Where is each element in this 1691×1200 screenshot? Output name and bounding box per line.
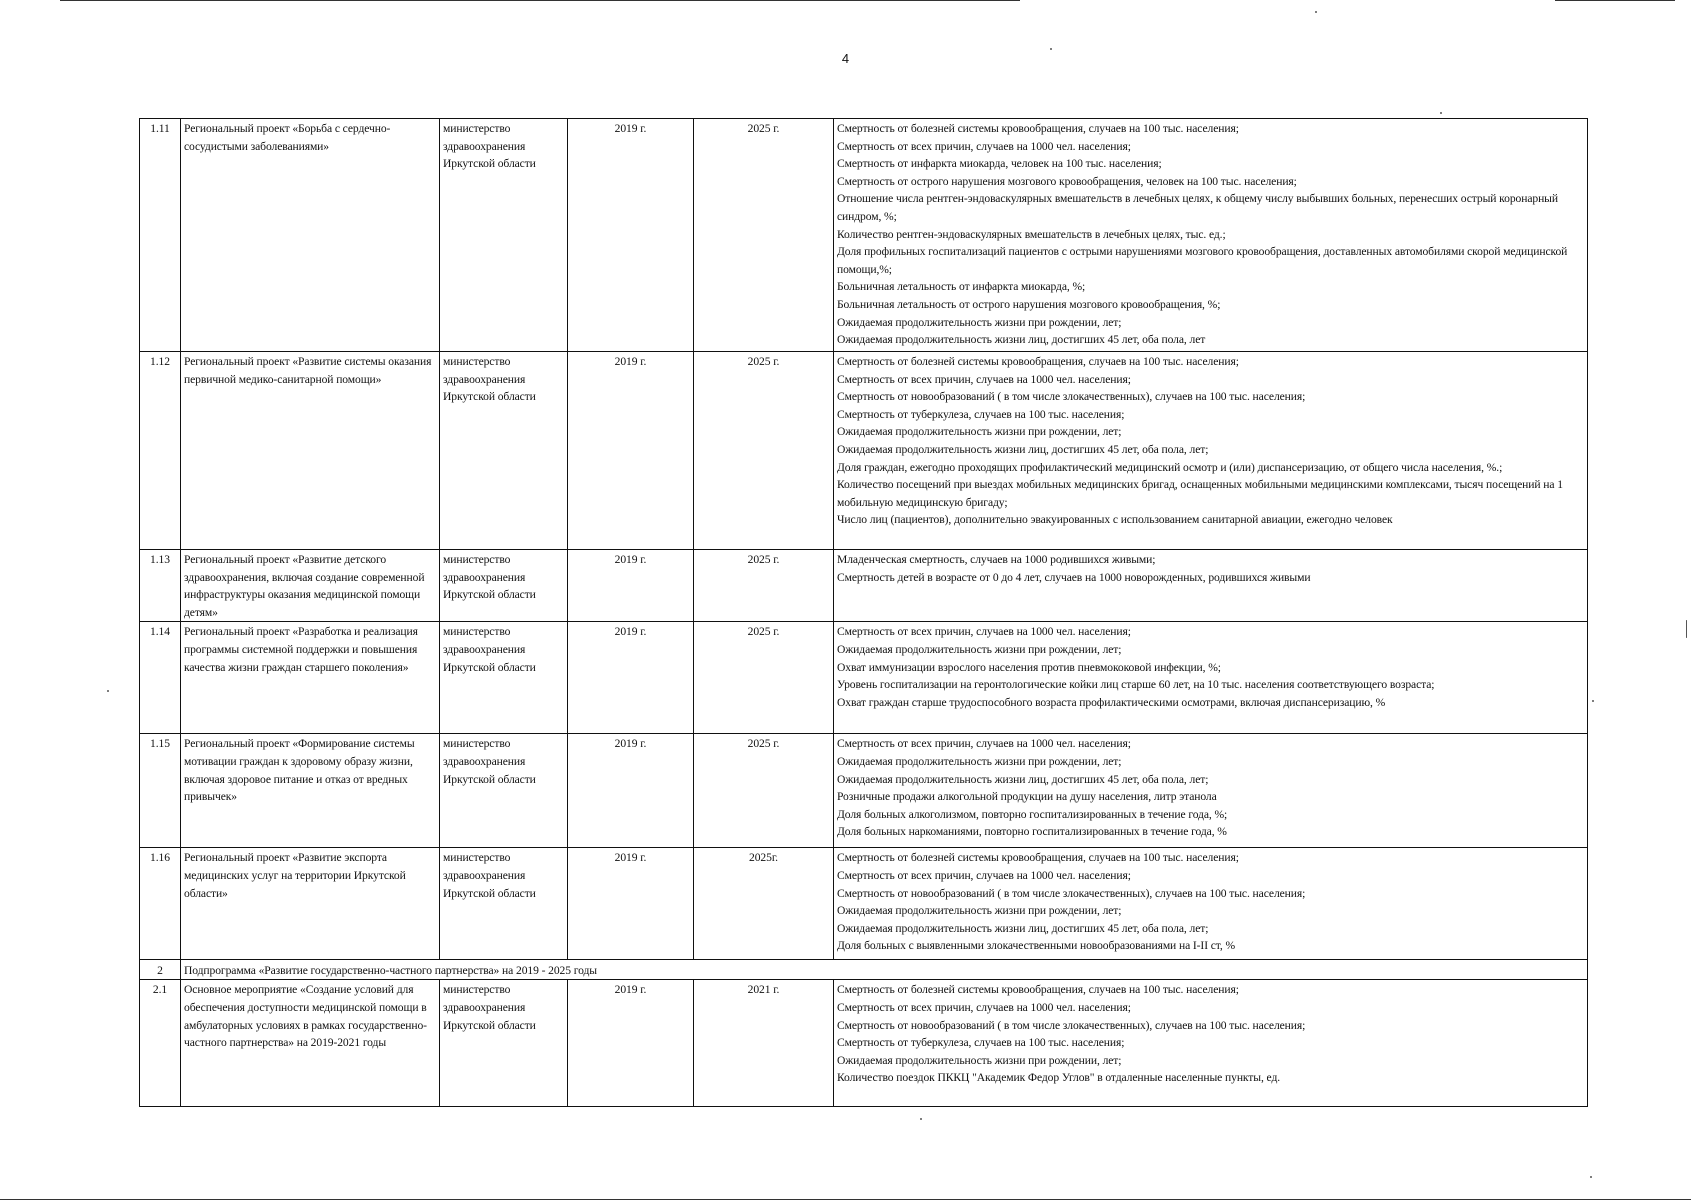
table-row: [140, 734, 1588, 848]
table-row: [140, 980, 1588, 1107]
indicator-item: Уровень госпитализации на геронтологические койки лиц старше 60 лет, на 10 тыс. населения соответствующего возраста;: [837, 678, 1435, 692]
end-year: 2025 г.: [694, 622, 834, 734]
indicators: [834, 119, 1588, 352]
indicator-item: Доля граждан, ежегодно проходящих профилактический медицинский осмотр и (или) диспансеризацию, от общего числа населения, %.;: [837, 460, 1503, 474]
start-year: 2019 г.: [568, 119, 694, 352]
executor: министерство здравоохранения Иркутской области: [440, 848, 568, 960]
row-number: 2.1: [140, 980, 181, 1107]
indicator-item: Смертность от болезней системы кровообращения, случаев на 100 тыс. населения;: [837, 355, 1239, 368]
indicator-item: Доля больных с выявленными злокачественными новообразованиями на I-II ст, %: [837, 939, 1236, 953]
end-year: 2025 г.: [694, 734, 834, 848]
indicator-item: Смертность от всех причин, случаев на 1000 чел. населения;: [837, 139, 1131, 153]
end-year: 2025г.: [694, 848, 834, 960]
indicator-item: Доля больных наркоманиями, повторно госпитализированных в течение года, %: [837, 825, 1227, 839]
table-row: [140, 622, 1588, 734]
row-number: 1.12: [140, 352, 181, 550]
indicator-item: Смертность от болезней системы кровообращения, случаев на 100 тыс. населения;: [837, 983, 1239, 997]
indicator-item: Смертность от туберкулеза, случаев на 100 тыс. населения;: [837, 1036, 1125, 1050]
executor: министерство здравоохранения Иркутской области: [440, 734, 568, 848]
indicator-item: Ожидаемая продолжительность жизни при рождении, лет;: [837, 754, 1122, 768]
indicator-item: Ожидаемая продолжительность жизни при рождении, лет;: [837, 904, 1122, 918]
indicator-item: Розничные продажи алкогольной продукции на душу населения, литр этанола: [837, 790, 1217, 804]
end-year: 2025 г.: [694, 119, 834, 352]
scan-speck: [1315, 11, 1317, 13]
page-number: 4: [841, 51, 850, 66]
indicator-item: Младенческая смертность, случаев на 1000 родившихся живыми;: [837, 553, 1156, 566]
row-number: 1.15: [140, 734, 181, 848]
executor: министерство здравоохранения Иркутской области: [440, 550, 568, 622]
start-year: 2019 г.: [568, 980, 694, 1107]
start-year: 2019 г.: [568, 550, 694, 622]
measure-name: Региональный проект «Борьба с сердечно-сосудистыми заболеваниями»: [181, 119, 440, 352]
indicator-item: Смертность от новообразований ( в том числе злокачественных), случаев на 100 тыс. населения;: [837, 1018, 1306, 1032]
subprogram-title: Подпрограмма «Развитие государственно-частного партнерства» на 2019 - 2025 годы: [181, 960, 1588, 980]
scan-speck: [1050, 48, 1052, 50]
indicator-item: Смертность от болезней системы кровообращения, случаев на 100 тыс. населения;: [837, 122, 1239, 135]
indicator-item: Ожидаемая продолжительность жизни при рождении, лет;: [837, 1053, 1122, 1067]
subprogram-number: 2: [140, 960, 181, 980]
row-number: 1.14: [140, 622, 181, 734]
start-year: 2019 г.: [568, 622, 694, 734]
indicator-item: Смертность от всех причин, случаев на 1000 чел. населения;: [837, 1000, 1131, 1014]
indicator-item: Ожидаемая продолжительность жизни лиц, достигших 45 лет, оба пола, лет;: [837, 442, 1209, 456]
executor: министерство здравоохранения Иркутской области: [440, 352, 568, 550]
indicator-item: Охват граждан старше трудоспособного возраста профилактическими осмотрами, включая диспансеризацию, %: [837, 695, 1386, 709]
end-year: 2021 г.: [694, 980, 834, 1107]
indicator-item: Число лиц (пациентов), дополнительно эвакуированных с использованием санитарной авиации, ежегодно человек: [837, 513, 1393, 527]
measure-name: Региональный проект «Формирование системы мотивации граждан к здоровому образу жизни, включая здоровое питание и отказ от вредных привычек»: [181, 734, 440, 848]
indicator-item: Ожидаемая продолжительность жизни лиц, достигших 45 лет, оба пола, лет;: [837, 921, 1209, 935]
program-table-body: [140, 119, 1588, 1107]
indicator-item: Количество посещений при выездах мобильных медицинских бригад, оснащенных мобильными медицинскими комплексами, тысяч посещений на 1 мобильную медицинскую бригаду;: [837, 478, 1563, 509]
indicator-item: Больничная летальность от инфаркта миокарда, %;: [837, 280, 1086, 294]
indicator-item: Больничная летальность от острого нарушения мозгового кровообращения, %;: [837, 297, 1221, 311]
row-number: 1.11: [140, 119, 181, 352]
indicator-item: Смертность от новообразований ( в том числе злокачественных), случаев на 100 тыс. населения;: [837, 390, 1306, 404]
indicator-item: Смертность от всех причин, случаев на 1000 чел. населения;: [837, 372, 1131, 386]
indicator-item: Доля профильных госпитализаций пациентов с острыми нарушениями мозгового кровообращения, доставленных автомобилями скорой медицинской помощи,%;: [837, 245, 1568, 276]
start-year: 2019 г.: [568, 734, 694, 848]
start-year: 2019 г.: [568, 848, 694, 960]
indicator-item: Отношение числа рентген-эндоваскулярных вмешательств в лечебных целях, к общему числу выбывших больных, перенесших острый коронарный синдром, %;: [837, 192, 1558, 223]
indicator-item: Ожидаемая продолжительность жизни при рождении, лет;: [837, 642, 1122, 656]
scan-edge-top-right: [1555, 0, 1675, 1]
subprogram-row: [140, 960, 1588, 980]
indicator-item: Количество рентген-эндоваскулярных вмешательств в лечебных целях, тыс. ед.;: [837, 227, 1226, 241]
start-year: 2019 г.: [568, 352, 694, 550]
program-table: [139, 118, 1588, 1107]
executor: министерство здравоохранения Иркутской области: [440, 119, 568, 352]
indicator-item: Смертность от болезней системы кровообращения, случаев на 100 тыс. населения;: [837, 851, 1239, 865]
indicator-item: Ожидаемая продолжительность жизни при рождении, лет;: [837, 425, 1122, 439]
indicator-item: Ожидаемая продолжительность жизни лиц, достигших 45 лет, оба пола, лет: [837, 333, 1206, 347]
indicator-item: Смертность от всех причин, случаев на 1000 чел. населения;: [837, 868, 1131, 882]
indicators: [834, 550, 1588, 622]
measure-name: Региональный проект «Развитие экспорта медицинских услуг на территории Иркутской области»: [181, 848, 440, 960]
measure-name: Региональный проект «Разработка и реализация программы системной поддержки и повышения качества жизни граждан старшего поколения»: [181, 622, 440, 734]
indicator-item: Смертность от новообразований ( в том числе злокачественных), случаев на 100 тыс. населения;: [837, 886, 1306, 900]
table-row: [140, 119, 1588, 352]
end-year: 2025 г.: [694, 352, 834, 550]
indicator-item: Количество поездок ПККЦ "Академик Федор Углов" в отдаленные населенные пункты, ед.: [837, 1071, 1281, 1085]
scan-speck: [1592, 700, 1594, 702]
measure-name: Региональный проект «Развитие системы оказания первичной медико-санитарной помощи»: [181, 352, 440, 550]
executor: министерство здравоохранения Иркутской области: [440, 980, 568, 1107]
table-row: [140, 352, 1588, 550]
row-number: 1.16: [140, 848, 181, 960]
indicator-item: Смертность от инфаркта миокарда, человек на 100 тыс. населения;: [837, 157, 1162, 171]
indicators: [834, 980, 1588, 1107]
indicator-item: Смертность детей в возрасте от 0 до 4 лет, случаев на 1000 новорожденных, родившихся живыми: [837, 570, 1311, 584]
scan-speck: [1590, 1176, 1592, 1178]
scan-speck: [920, 1118, 922, 1120]
table-row: [140, 848, 1588, 960]
indicators: [834, 352, 1588, 550]
end-year: 2025 г.: [694, 550, 834, 622]
indicator-item: Смертность от острого нарушения мозгового кровообращения, человек на 100 тыс. населения;: [837, 174, 1297, 188]
scan-edge-top-left: [60, 0, 1020, 1]
measure-name: Основное мероприятие «Создание условий для обеспечения доступности медицинской помощи в амбулаторных условиях в рамках государственно-частного партнерства» на 2019-2021 годы: [181, 980, 440, 1107]
indicator-item: Охват иммунизации взрослого населения против пневмококовой инфекции, %;: [837, 660, 1221, 674]
table-row: [140, 550, 1588, 622]
scan-speck: [1686, 620, 1687, 638]
indicators: [834, 622, 1588, 734]
scan-speck: [1440, 112, 1442, 114]
indicators: [834, 848, 1588, 960]
executor: министерство здравоохранения Иркутской области: [440, 622, 568, 734]
indicator-item: Смертность от всех причин, случаев на 1000 чел. населения;: [837, 625, 1131, 639]
indicator-item: Ожидаемая продолжительность жизни лиц, достигших 45 лет, оба пола, лет;: [837, 772, 1209, 786]
scan-speck: [107, 690, 109, 692]
indicators: [834, 734, 1588, 848]
indicator-item: Доля больных алкоголизмом, повторно госпитализированных в течение года, %;: [837, 807, 1228, 821]
indicator-item: Смертность от туберкулеза, случаев на 100 тыс. населения;: [837, 407, 1125, 421]
indicator-item: Ожидаемая продолжительность жизни при рождении, лет;: [837, 315, 1122, 329]
row-number: 1.13: [140, 550, 181, 622]
measure-name: Региональный проект «Развитие детского здравоохранения, включая создание современной инфраструктуры оказания медицинской помощи детям»: [181, 550, 440, 622]
indicator-item: Смертность от всех причин, случаев на 1000 чел. населения;: [837, 737, 1131, 751]
